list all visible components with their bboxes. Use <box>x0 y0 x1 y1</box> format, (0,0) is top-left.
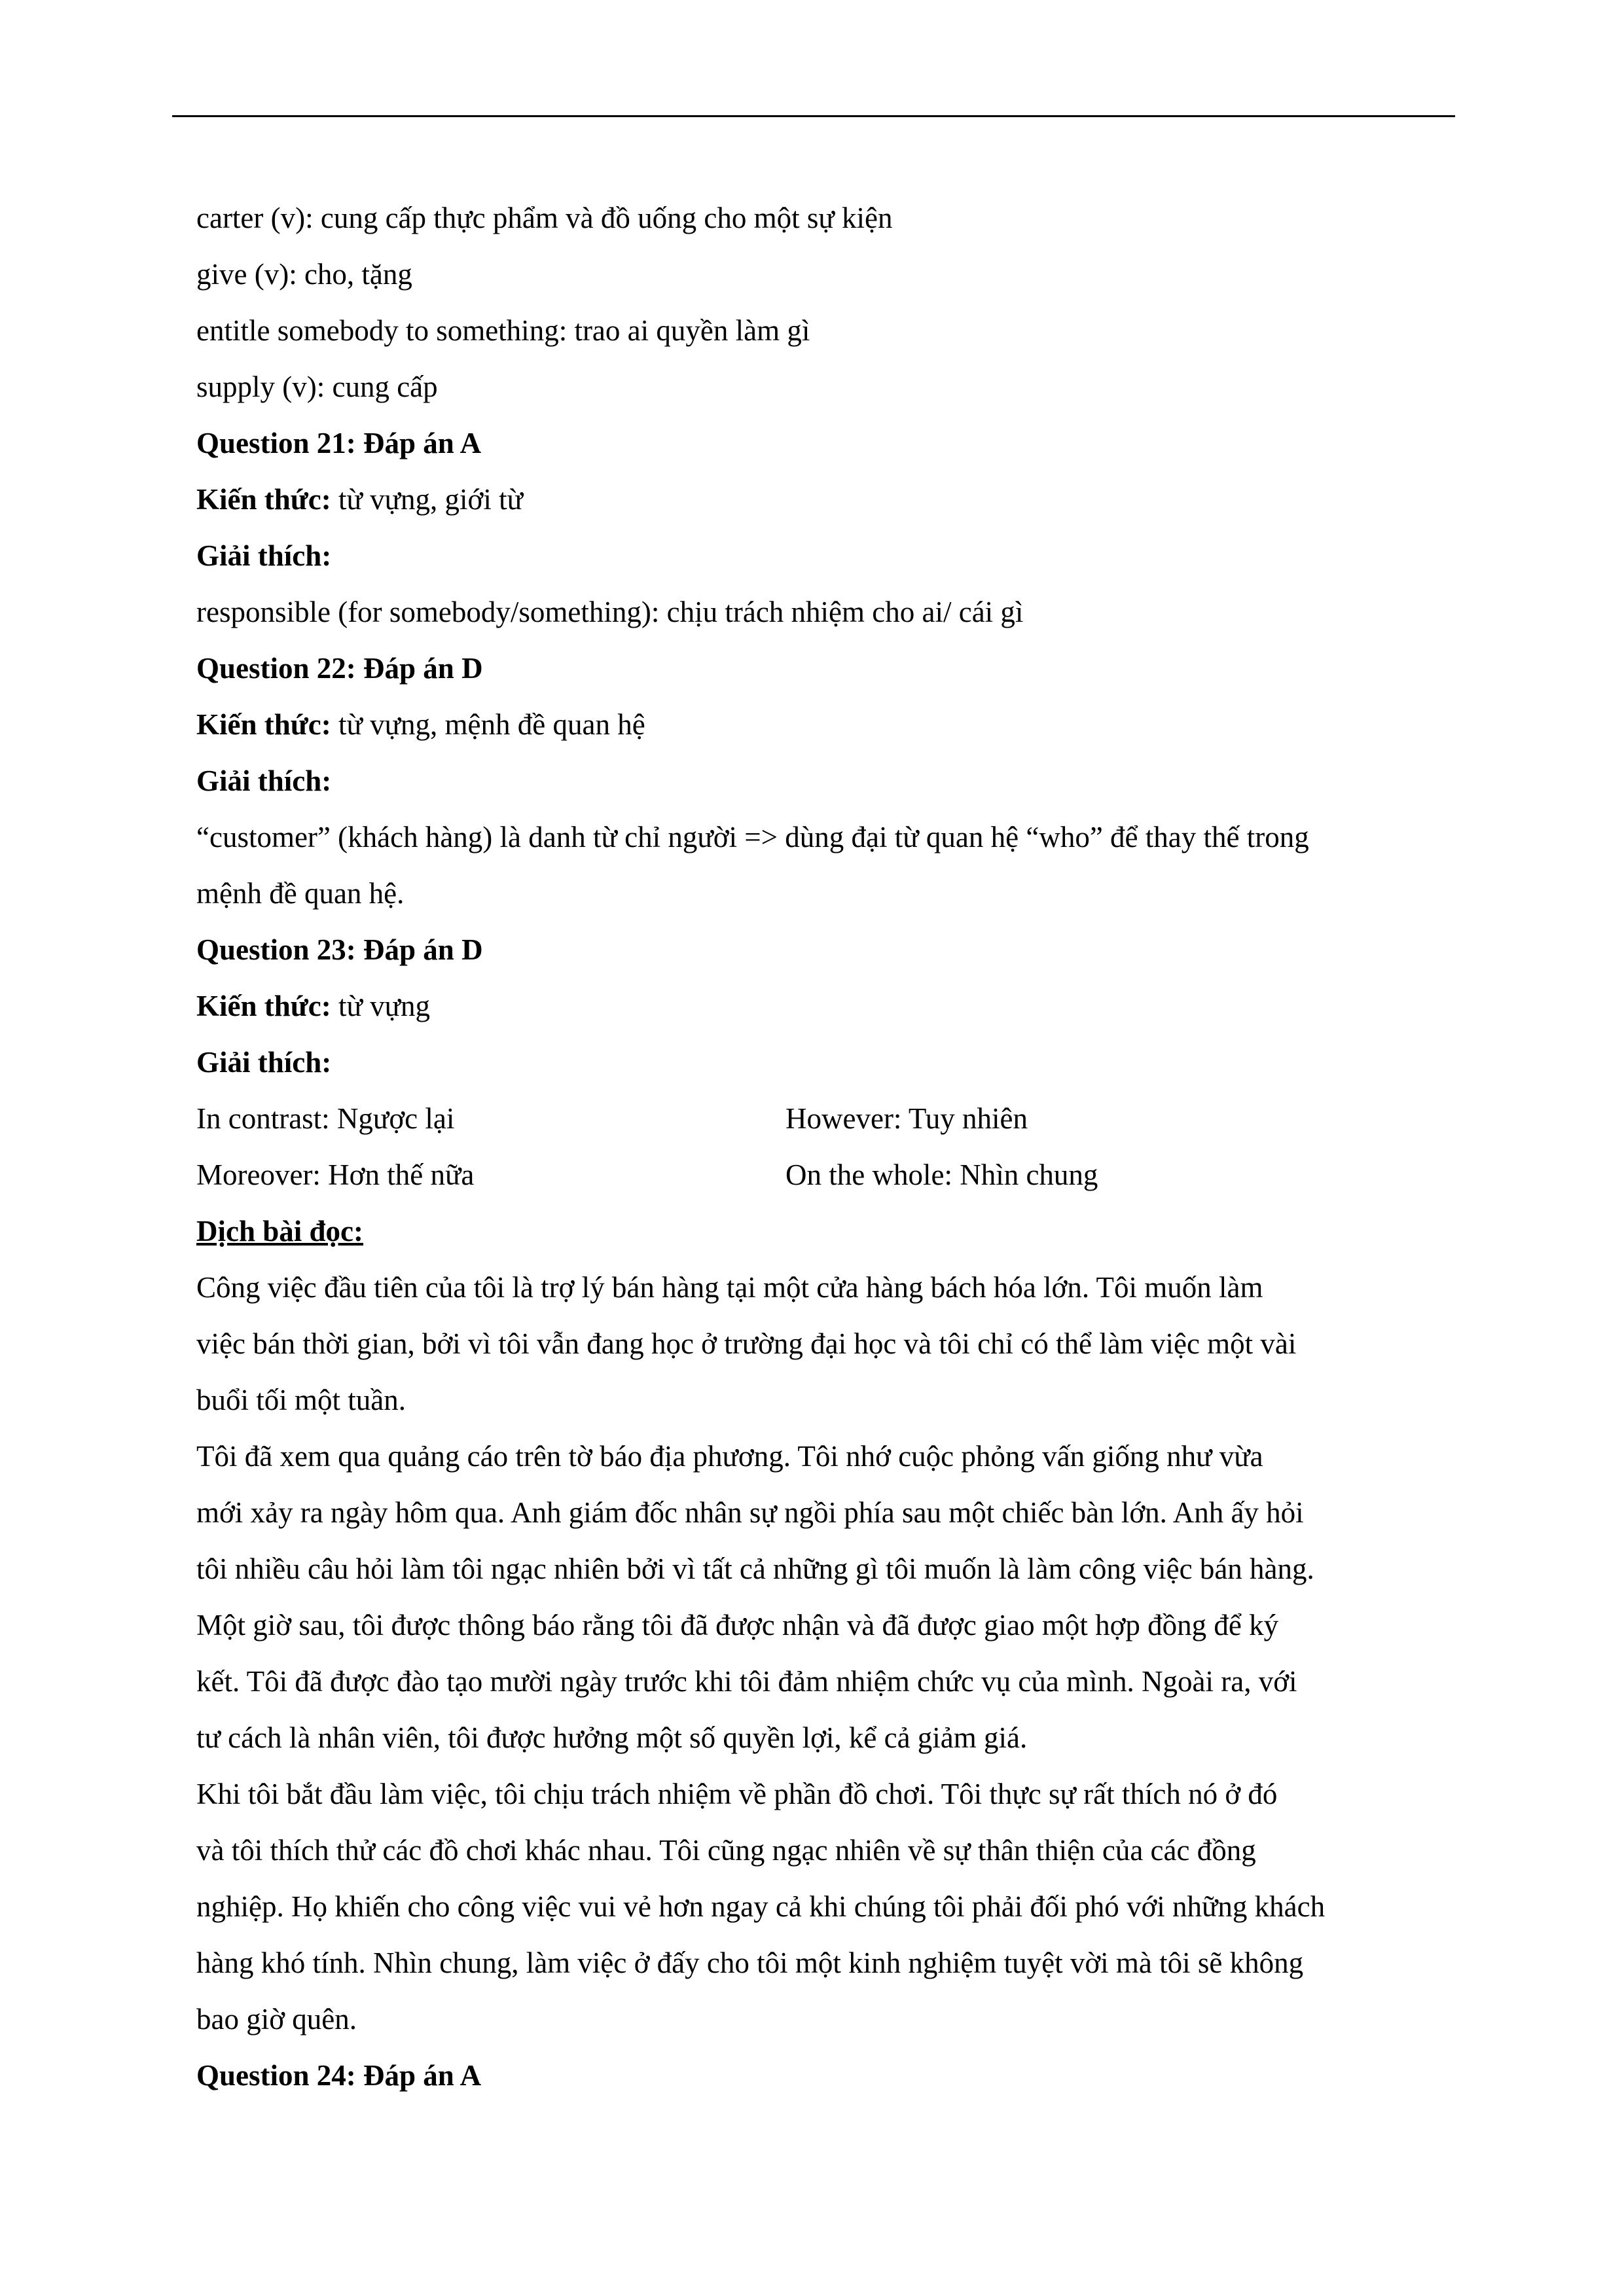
translation-heading: Dịch bài đọc: <box>196 1215 364 1247</box>
question-21-explain-text: responsible (for somebody/something): chịu trách nhiệm cho ai/ cái gì <box>196 596 1024 628</box>
question-23-title: Question 23: Đáp án D <box>196 933 483 966</box>
option-text: However: Tuy nhiên <box>785 1102 1028 1135</box>
question-21-explain-label: Giải thích: <box>196 539 332 572</box>
question-21-knowledge <box>196 471 1431 528</box>
knowledge-text: từ vựng <box>331 990 431 1022</box>
knowledge-label: Kiến thức: <box>196 990 331 1022</box>
question-22-explain-line: mệnh đề quan hệ. <box>196 877 405 910</box>
paragraph-line: tôi nhiều câu hỏi làm tôi ngạc nhiên bởi vì tất cả những gì tôi muốn là làm công việc bán hàng. <box>196 1552 1314 1585</box>
knowledge-label: Kiến thức: <box>196 483 331 516</box>
header-rule <box>172 115 1455 117</box>
paragraph-line: mới xảy ra ngày hôm qua. Anh giám đốc nhân sự ngồi phía sau một chiếc bàn lớn. Anh ấy hỏi <box>196 1496 1304 1529</box>
option-text: Moreover: Hơn thế nữa <box>196 1158 475 1191</box>
vocab-line: supply (v): cung cấp <box>196 370 438 403</box>
vocab-line: give (v): cho, tặng <box>196 258 412 291</box>
knowledge-label: Kiến thức: <box>196 708 331 741</box>
paragraph-line: Công việc đầu tiên của tôi là trợ lý bán hàng tại một cửa hàng bách hóa lớn. Tôi muốn làm <box>196 1271 1263 1304</box>
paragraph-line: việc bán thời gian, bởi vì tôi vẫn đang học ở trường đại học và tôi chỉ có thể làm việc một vài <box>196 1327 1297 1360</box>
vocab-line: entitle somebody to something: trao ai quyền làm gì <box>196 314 810 347</box>
question-23-options-row <box>196 1147 1431 1203</box>
paragraph-line: Khi tôi bắt đầu làm việc, tôi chịu trách nhiệm về phần đồ chơi. Tôi thực sự rất thích nó ở đó <box>196 1778 1278 1810</box>
question-22-explain-line: “customer” (khách hàng) là danh từ chỉ người => dùng đại từ quan hệ “who” để thay thế trong <box>196 821 1309 853</box>
paragraph-line: Tôi đã xem qua quảng cáo trên tờ báo địa phương. Tôi nhớ cuộc phỏng vấn giống như vừa <box>196 1440 1263 1473</box>
paragraph-line: tư cách là nhân viên, tôi được hưởng một số quyền lợi, kể cả giảm giá. <box>196 1721 1028 1754</box>
knowledge-text: từ vựng, giới từ <box>331 483 523 516</box>
paragraph-line: hàng khó tính. Nhìn chung, làm việc ở đấy cho tôi một kinh nghiệm tuyệt vời mà tôi sẽ không <box>196 1946 1304 1979</box>
question-24-title: Question 24: Đáp án A <box>196 2059 482 2092</box>
question-22-explain-label: Giải thích: <box>196 764 332 797</box>
question-23-options-row <box>196 1090 1431 1147</box>
vocab-line: carter (v): cung cấp thực phẩm và đồ uống cho một sự kiện <box>196 202 893 234</box>
paragraph-line: và tôi thích thử các đồ chơi khác nhau. Tôi cũng ngạc nhiên về sự thân thiện của các đồng <box>196 1834 1256 1867</box>
document-body <box>196 190 1431 2104</box>
question-22-knowledge <box>196 696 1431 753</box>
knowledge-text: từ vựng, mệnh đề quan hệ <box>331 708 645 741</box>
paragraph-line: buổi tối một tuần. <box>196 1384 406 1416</box>
paragraph-line: bao giờ quên. <box>196 2003 357 2036</box>
translation-paragraph-2 <box>196 1428 1431 1766</box>
translation-paragraph-1 <box>196 1259 1431 1428</box>
option-text: In contrast: Ngược lại <box>196 1102 455 1135</box>
question-22-title: Question 22: Đáp án D <box>196 652 483 685</box>
question-23-knowledge <box>196 978 1431 1034</box>
question-23-explain-label: Giải thích: <box>196 1046 332 1079</box>
paragraph-line: nghiệp. Họ khiến cho công việc vui vẻ hơn ngay cả khi chúng tôi phải đối phó với những khách <box>196 1890 1326 1923</box>
translation-paragraph-3 <box>196 1766 1431 2047</box>
paragraph-line: Một giờ sau, tôi được thông báo rằng tôi đã được nhận và đã được giao một hợp đồng để ký <box>196 1609 1279 1641</box>
paragraph-line: kết. Tôi đã được đào tạo mười ngày trước khi tôi đảm nhiệm chức vụ của mình. Ngoài ra, với <box>196 1665 1297 1698</box>
question-21-title: Question 21: Đáp án A <box>196 427 482 459</box>
option-text: On the whole: Nhìn chung <box>785 1158 1098 1191</box>
